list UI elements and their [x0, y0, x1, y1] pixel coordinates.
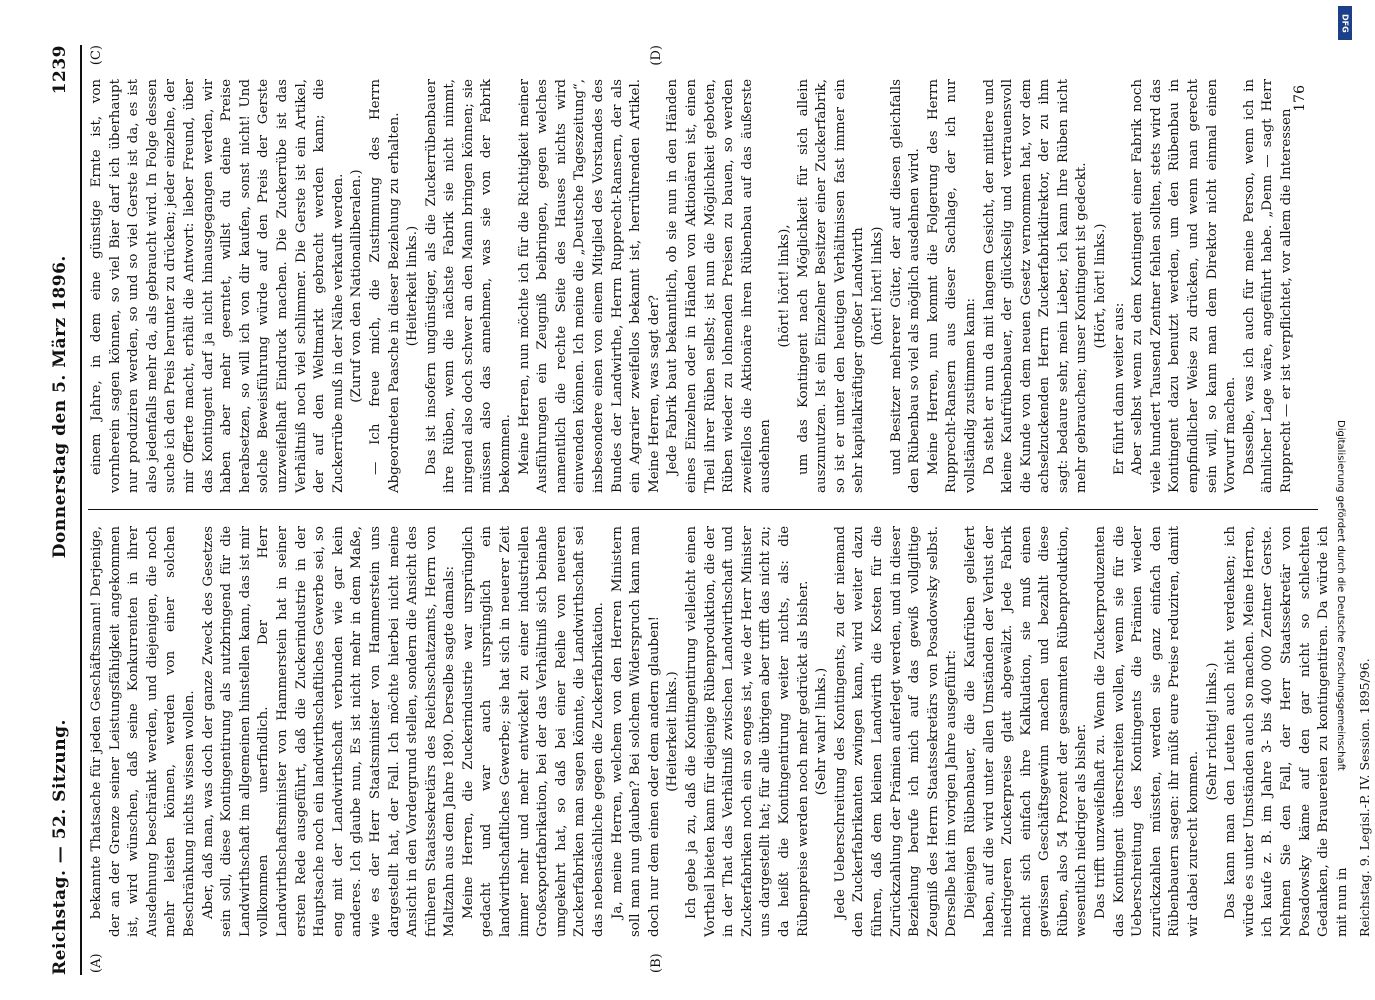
paragraph: (Sehr wahr! links.)	[814, 667, 830, 796]
footer-session: Reichstag. 9. Legisl.-P. IV. Session. 1895/96.	[1357, 658, 1373, 937]
bottom-page-number: 176	[1292, 85, 1309, 112]
paragraph: bekannte Thatsache für jeden Geschäftsmann! Derjenige, der an der Grenze seiner Leistungsfähigkeit angekommen ist, wird wünschen, daß seine Konkurrenten in ihrer Ausdehnung beschränkt werden, und diejenigen, die noch mehr leisten können, werden von einer solchen Beschränkung nichts wissen wollen.	[89, 526, 197, 937]
paragraph: Aber, daß man, was doch der ganze Zweck des Gesetzes sein soll, diese Kontingentirung als nutzbringend für die Landwirthschaft im allgemeinen hinstellen kann, das ist mir vollkommen unerfindlich. Der Herr Landwirthschaftsminister von Hammerstein hat in seiner ersten Rede ausgeführt, daß die Zuckerindustrie in der Hauptsache noch ein landwirthschaftliches Gewerbe sei, so eng mit der Landwirthschaft verbunden wie gar kein anderes. Ich glaube nun, Es ist nicht mehr in dem Maße, wie es der Herr Staatsminister von Hammerstein uns dargestellt hat, der Fall. Ich möchte hierbei nicht meine Ansicht in den Vordergrund stellen, sondern die Ansicht des früheren Staatssekretärs des Reichsschatzamts, Herrn von Maltzahn aus dem Jahre 1890. Derselbe sagte damals:	[200, 526, 458, 937]
paragraph: Das kann man den Leuten auch nicht verdenken; ich würde es unter Umständen auch so machen. Meine Herren, ich kaufe z. B. im Jahre 3- bis 400 000 Zentner Gerste. Nehmen Sie den Fall, der Herr Staatssekretär von Posadowsky käme auf den gar nicht so schlechten Gedanken, die Brauereien zu kontingentiren. Da würde ich mit nun in	[1223, 526, 1350, 937]
paragraph: Meine Herren, nun kommt die Folgerung des Herrn Rupprecht-Ransern aus dieser Sachlage, der ich nur vollständig zustimmen kann:	[925, 79, 978, 493]
paragraph: (Heiterkeit links.)	[665, 671, 681, 792]
page-header	[40, 45, 82, 975]
right-column-body	[88, 79, 1297, 493]
paragraph: Diejenigen Rübenbauer, die die Kaufrüben geliefert haben, auf die wird unter allen Umständen der Verlust der niedrigeren Zuckerpreise glatt abgewälzt. Jede Fabrik macht sich einfach ihre Kalkulation, sie muß einen gewissen Geschäftsgewinn machen und bezahlt diese Rüben, also 54 Prozent der gesammten Rübenproduktion, wesentlich niedriger als bisher.	[962, 526, 1090, 937]
dfg-logo: DFG	[1338, 6, 1352, 40]
paragraph: (Heiterkeit links.)	[405, 225, 421, 347]
header-date: Donnerstag den 5. März 1896.	[50, 255, 70, 559]
paragraph: Jede Fabrik baut bekanntlich, ob sie nun in den Händen eines Einzelnen oder in Händen von Aktionären ist, einen Theil ihrer Rüben selbst; ist nun die Möglichkeit geboten, Rüben wieder zu lohnenden Preisen zu bauen, so werden zweifellos die Aktionäre ihren Rübenbau auf das äußerste ausdehnen	[665, 79, 774, 493]
paragraph: (Sehr richtig! links.)	[1204, 662, 1220, 801]
margin-label-c: (C)	[89, 45, 104, 66]
digitization-note: Digitalisierung gefördert durch die Deutsche Forschungsgemeinschaft	[1335, 420, 1346, 771]
margin-label-a: (A)	[89, 953, 104, 973]
paragraph: (Hört, hört! links.)	[1093, 223, 1109, 349]
paragraph: Meine Herren, nun möchte ich für die Richtigkeit meiner Ausführungen ein Zeugniß beibringen, gegen welches namentlich die rechte Seite des Hauses nichts wird einwenden können. Ich meine die „Deutsche Tageszeitung“, insbesondere einen von einem Mitglied des Vorstandes des Bundes der Landwirthe, Herrn Rupprecht-Ransern, der als ein Agrarier zweifellos bekannt ist, herrührenden Artikel. Meine Herren, was sagt der?	[516, 79, 662, 493]
paragraph: Meine Herren, die Zuckerindustrie war ursprünglich gedacht und war auch ursprünglich ein landwirthschaftliches Gewerbe; sie hat sich in neuerer Zeit immer mehr und mehr entwickelt zu einer industriellen Großexportfabrikation, bei der das Verhältniß sich beinahe umgekehrt hat, so daß bei einer Reihe von neueren Zuckerfabriken man sagen könnte, die Landwirthschaft sei das nebensächliche gegen die Zuckerfabrikation.	[460, 526, 607, 937]
paragraph: Jede Ueberschreitung des Kontingents, zu der niemand den Zuckerfabrikanten zwingen kann, wird weiter dazu führen, daß dem kleinen Landwirth die Kosten für die Zurückzahlung der Prämien auferlegt werden, und in dieser Beziehung berufe ich mich auf das gewiß vollgiltige Zeugniß des Herrn Staatssekretärs von Posadowsky selbst. Derselbe hat im vorigen Jahre ausgeführt:	[832, 526, 960, 937]
paragraph: Er führt dann weiter aus:	[1111, 302, 1127, 475]
left-column-body	[88, 526, 1352, 937]
paragraph: Das ist insofern ungünstiger, als die Zuckerrübenbauer ihre Rüben, wenn die nächste Fabrik sie nicht nimmt, nirgend also doch schwer an den Mann bringen können; sie müssen also das annehmen, was sie von der Fabrik bekommen.	[423, 79, 514, 493]
paragraph: (hört! hört! links)	[869, 226, 885, 346]
paragraph: — Ich freue mich, die Zustimmung des Herrn Abgeordneten Paasche in dieser Beziehung zu erhalten.	[367, 79, 402, 493]
paragraph: Da steht er nun da mit langem Gesicht, der mittlere und kleine Kaufrübenbauer, der glückselig und vertrauensvoll die Kunde von dem neuen Gesetz vernommen hat, vor dem achselzuckenden Herrn Zuckerfabrikdirektor, der zu ihm sagt: bedaure sehr, mein Lieber, ich kann Ihre Rüben nicht mehr gebrauchen; unser Kontingent ist gedeckt.	[981, 79, 1090, 493]
paragraph: Dasselbe, was ich auch für meine Person, wenn ich in ähnlicher Lage wäre, angeführt habe. „Denn — sagt Herr Rupprecht — er ist verpflichtet, vor allem die Interessen	[1241, 79, 1294, 493]
paragraph: Ich gebe ja zu, daß die Kontingentirung vielleicht einen Vortheil bieten kann für diejenige Rübenproduktion, die der in der That das Verhältniß zwischen Landwirthschaft und Zuckerfabriken noch ein so enges ist, wie der Herr Minister uns dargestellt hat; für alle übrigen aber trifft das nicht zu; da heißt die Kontingentirung weiter nichts, als: die Rübenpreise werden noch mehr gedrückt als bisher.	[684, 526, 811, 937]
paragraph: um das Kontingent nach Möglichkeit für sich allein auszunutzen. Ist ein Einzelner Besitzer einer Zuckerfabrik, so ist er unter den heutigen Verhältnissen fast immer ein sehr kapitalkräftiger großer Landwirth	[795, 79, 867, 493]
paragraph: (Zuruf von den Nationalliberalen.)	[349, 169, 365, 403]
header-page-number: 1239	[50, 45, 70, 95]
paragraph: Aber selbst wenn zu dem Kontingent einer Fabrik noch viele hundert Tausend Zentner fehlen sollten, stets wird das Kontingent dazu benutzt werden, um den Rübenbau in empfindlicher Weise zu drücken, und wenn man gerecht sein will, so kann man dem Direktor nicht einmal einen Vorwurf machen.	[1130, 79, 1239, 493]
paragraph: (hört! hört! links),	[776, 224, 792, 348]
paragraph: einem Jahre, in dem eine günstige Ernte ist, von vornherein sagen können, so viel Bier darf ich überhaupt nur produziren werden, so und so viel Gerste ist da, es ist also jedenfalls mehr da, als gebraucht wird. In Folge dessen suche ich den Preis herunter zu drücken; jeder einzelne, der mir Offerte macht, erhält die Antwort: lieber Freund, über das Kontingent darf ja nicht hinausgegangen werden, wir haben aber mehr geerntet, willst du deine Preise herabsetzen, so will ich von dir kaufen, sonst nicht! Und solche Beweisführung würde auf den Preis der Gerste unzweifelhaft Eindruck machen. Die Zuckerrübe ist das Verhältniß noch viel schlimmer. Die Gerste ist ein Artikel, der auf den Weltmarkt gebracht werden kann; die Zuckerrübe muß in der Nähe verkauft werden.	[89, 79, 346, 493]
margin-label-b: (B)	[649, 953, 664, 973]
header-left: Reichstag. — 52. Sitzung.	[50, 719, 70, 975]
paragraph: und Besitzer mehrerer Güter, der auf diesen gleichfalls den Rübenbau so viel als möglich ausdehnen wird.	[888, 79, 923, 493]
right-column	[88, 45, 1318, 510]
margin-label-d: (D)	[649, 45, 664, 66]
paragraph: Ja, meine Herren, welchem von den Herren Ministern soll man nun glauben? Bei solchem Widerspruch kann man doch nur dem einen oder dem andern glauben!	[609, 526, 662, 937]
paragraph: Das trifft unzweifelhaft zu. Wenn die Zuckerproduzenten das Kontingent überschreiten wollen, wenn sie für die Ueberschreitung des Kontingents die Prämien wieder zurückzahlen müssten, werden sie ganz einfach den Rübenbauern sagen: ihr müßt eure Preise reduziren, damit wir dabei zurecht kommen.	[1093, 526, 1202, 937]
